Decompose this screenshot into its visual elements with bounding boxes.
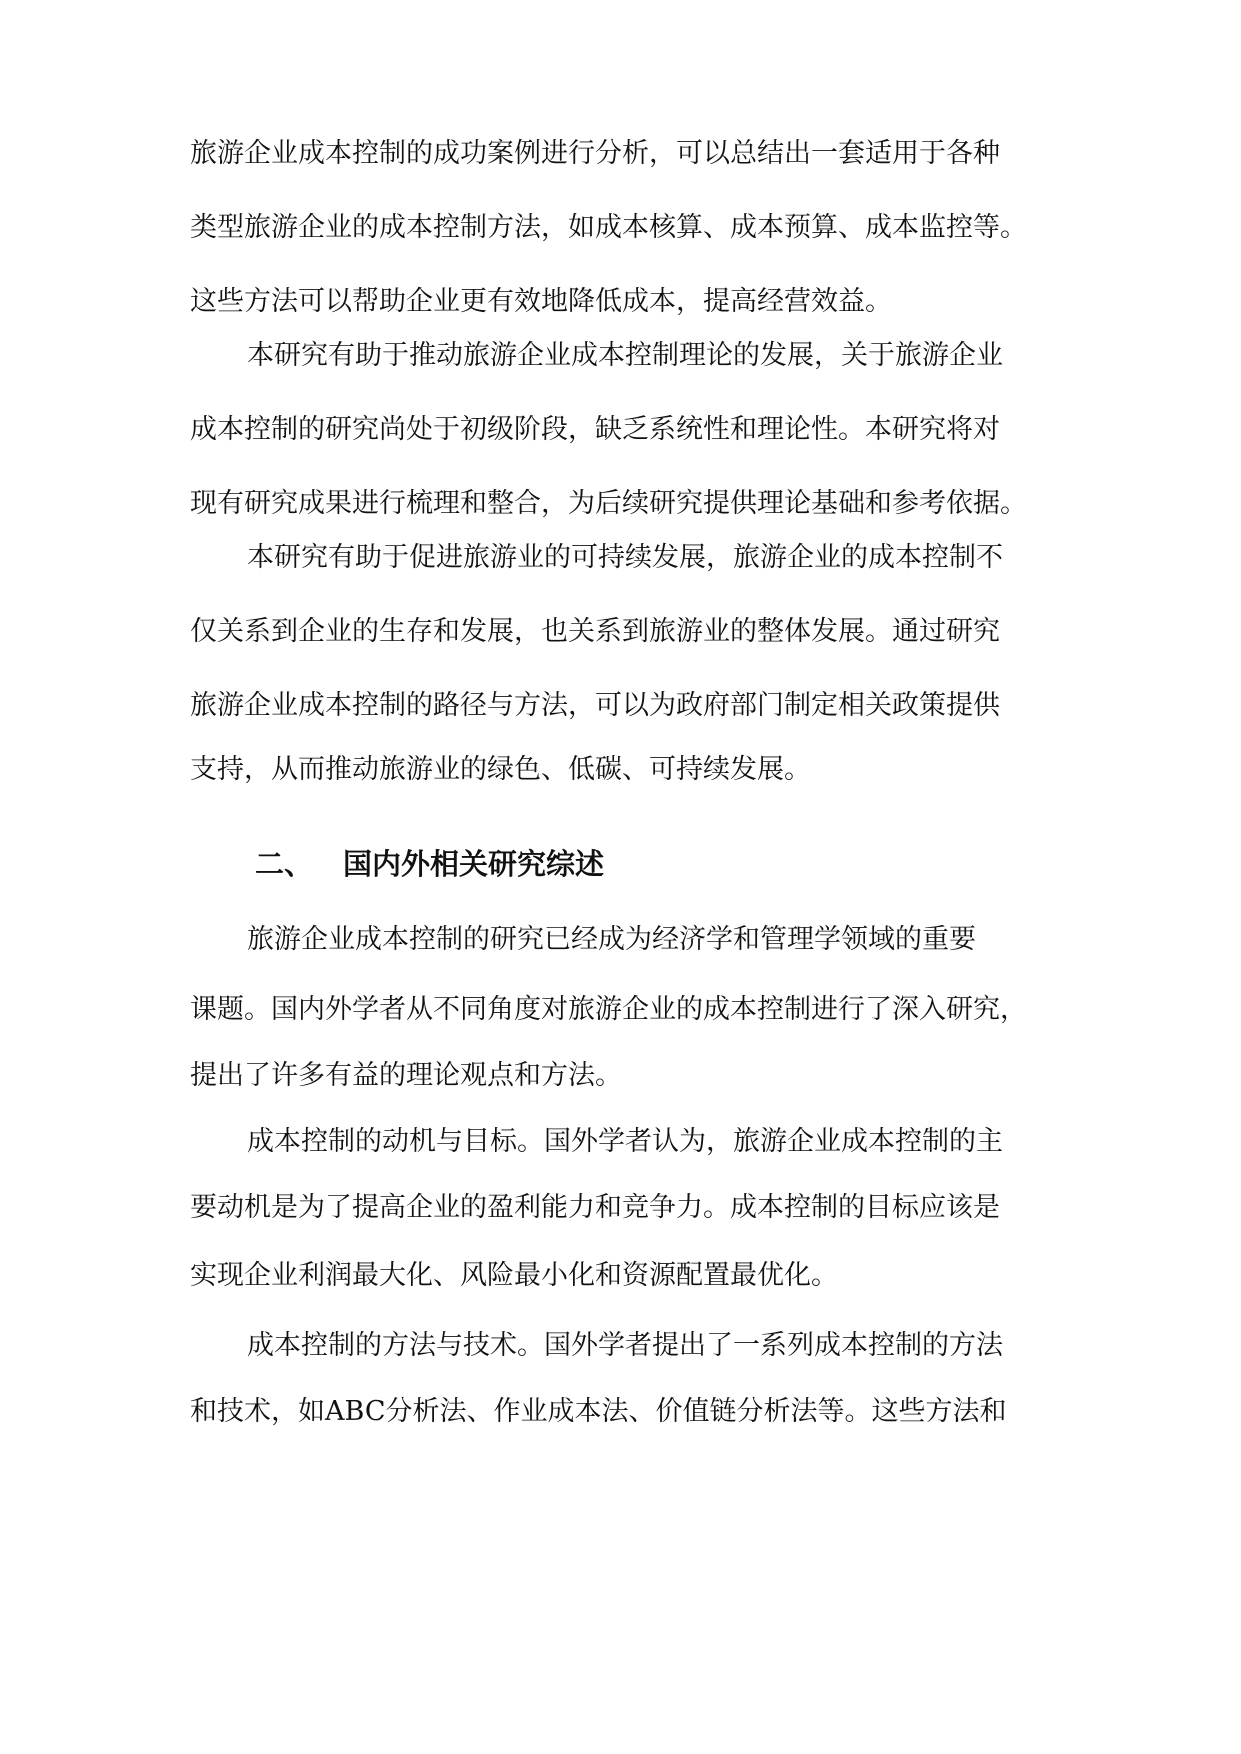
section-paragraph-3-line-2: 和技术，如ABC分析法、作业成本法、价值链分析法等。这些方法和 <box>190 1396 1007 1427</box>
paragraph-2-line-3: 现有研究成果进行梳理和整合，为后续研究提供理论基础和参考依据。 <box>190 488 1027 519</box>
paragraph-3-line-2: 仅关系到企业的生存和发展，也关系到旅游业的整体发展。通过研究 <box>190 616 1000 647</box>
paragraph-2-line-2: 成本控制的研究尚处于初级阶段，缺乏系统性和理论性。本研究将对 <box>190 414 1000 445</box>
section-paragraph-2-line-2: 要动机是为了提高企业的盈利能力和竞争力。成本控制的目标应该是 <box>190 1192 1000 1223</box>
paragraph-3-line-3: 旅游企业成本控制的路径与方法，可以为政府部门制定相关政策提供 <box>190 690 1000 721</box>
section-title: 国内外相关研究综述 <box>343 847 605 881</box>
section-number: 二、 <box>255 847 314 881</box>
paragraph-1-line-2: 类型旅游企业的成本控制方法，如成本核算、成本预算、成本监控等。 <box>190 212 1027 243</box>
paragraph-3-line-1: 本研究有助于促进旅游业的可持续发展，旅游企业的成本控制不 <box>247 542 1003 573</box>
paragraph-3-line-4: 支持，从而推动旅游业的绿色、低碳、可持续发展。 <box>190 754 811 785</box>
section-paragraph-2-line-1: 成本控制的动机与目标。国外学者认为，旅游企业成本控制的主 <box>247 1126 1003 1157</box>
section-paragraph-1-line-2: 课题。国内外学者从不同角度对旅游企业的成本控制进行了深入研究， <box>190 994 1027 1025</box>
section-paragraph-1-line-1: 旅游企业成本控制的研究已经成为经济学和管理学领域的重要 <box>247 924 976 955</box>
section-heading <box>255 847 605 881</box>
paragraph-1-line-1: 旅游企业成本控制的成功案例进行分析，可以总结出一套适用于各种 <box>190 138 1000 169</box>
paragraph-2-line-1: 本研究有助于推动旅游企业成本控制理论的发展，关于旅游企业 <box>247 340 1003 371</box>
paragraph-1-line-3: 这些方法可以帮助企业更有效地降低成本，提高经营效益。 <box>190 286 892 317</box>
section-paragraph-2-line-3: 实现企业利润最大化、风险最小化和资源配置最优化。 <box>190 1260 838 1291</box>
section-paragraph-3-line-1: 成本控制的方法与技术。国外学者提出了一系列成本控制的方法 <box>247 1330 1003 1361</box>
section-paragraph-1-line-3: 提出了许多有益的理论观点和方法。 <box>190 1060 622 1091</box>
